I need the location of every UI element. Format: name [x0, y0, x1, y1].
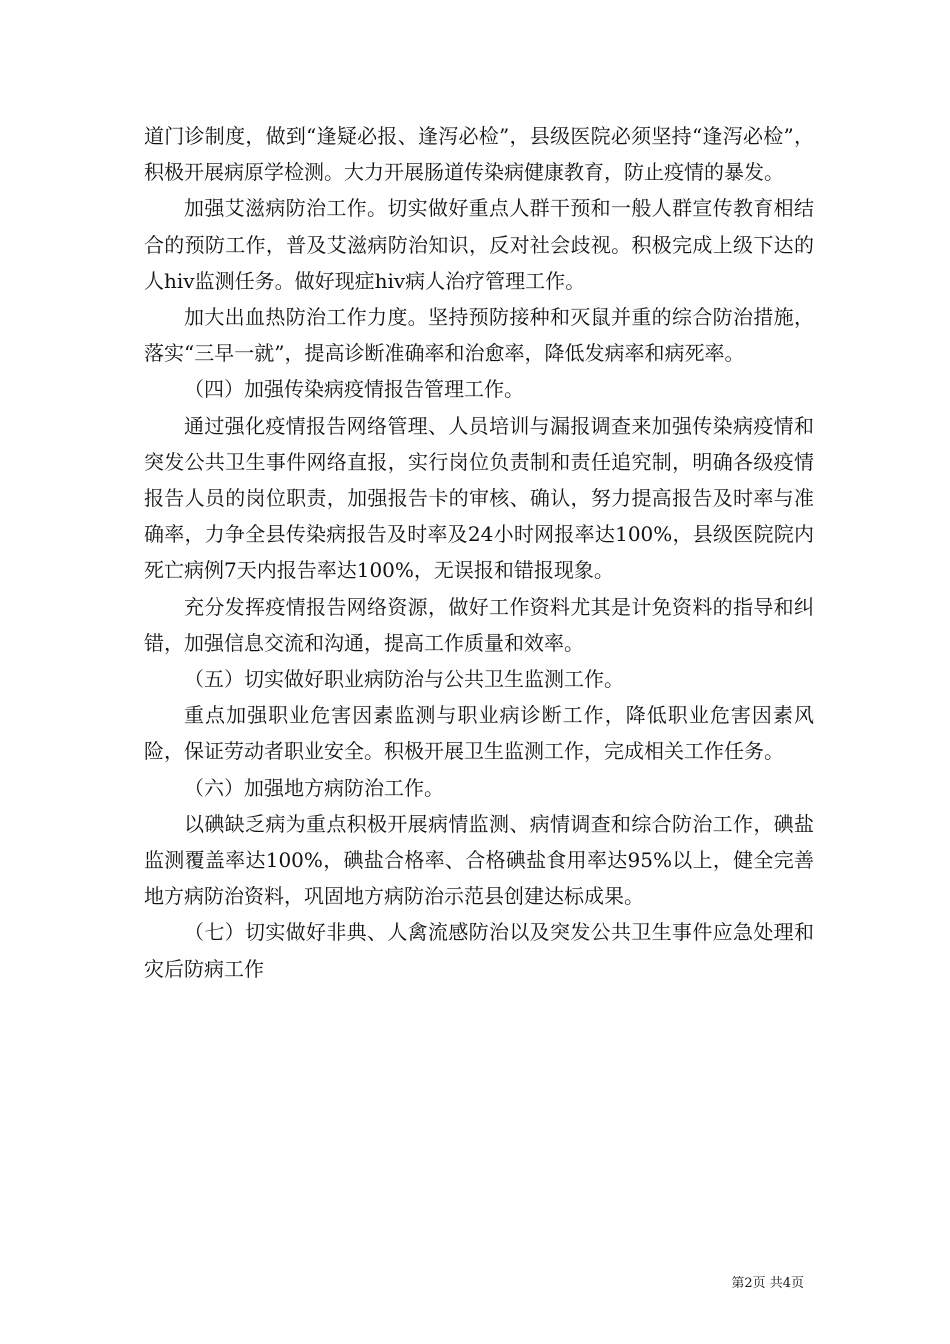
- paragraph-10: 以碘缺乏病为重点积极开展病情监测、病情调查和综合防治工作，碘盐监测覆盖率达100%，碘盐合格率、合格碘盐食用率达95%以上，健全完善地方病防治资料，巩固地方病防治示范县创建达标成果。: [144, 811, 814, 909]
- paragraph-5: 通过强化疫情报告网络管理、人员培训与漏报调查来加强传染病疫情和突发公共卫生事件网络直报，实行岗位负责制和责任追究制，明确各级疫情报告人员的岗位职责，加强报告卡的审核、确认，努力提高报告及时率与准确率，力争全县传染病报告及时率及24小时网报率达100%，县级医院院内死亡病例7天内报告率达100%，无误报和错报现象。: [144, 413, 814, 583]
- section-heading-7: （七）切实做好非典、人禽流感防治以及突发公共卫生事件应急处理和灾后防病工作: [144, 920, 814, 981]
- paragraph-3: 加大出血热防治工作力度。坚持预防接种和灭鼠并重的综合防治措施，落实“三早一就”，提高诊断准确率和治愈率，降低发病率和病死率。: [144, 305, 814, 366]
- paragraph-8: 重点加强职业危害因素监测与职业病诊断工作，降低职业危害因素风险，保证劳动者职业安全。积极开展卫生监测工作，完成相关工作任务。: [144, 703, 814, 764]
- paragraph-6: 充分发挥疫情报告网络资源，做好工作资料尤其是计免资料的指导和纠错，加强信息交流和沟通，提高工作质量和效率。: [144, 594, 814, 655]
- section-heading-6: （六）加强地方病防治工作。: [184, 775, 444, 800]
- paragraph-2: 加强艾滋病防治工作。切实做好重点人群干预和一般人群宣传教育相结合的预防工作，普及艾滋病防治知识，反对社会歧视。积极完成上级下达的人hiv监测任务。做好现症hiv病人治疗管理工作。: [144, 196, 814, 293]
- section-heading-4: （四）加强传染病疫情报告管理工作。: [184, 377, 524, 402]
- paragraph-1: 道门诊制度，做到“逢疑必报、逢泻必检”，县级医院必须坚持“逢泻必检”，积极开展病原学检测。大力开展肠道传染病健康教育，防止疫情的暴发。: [144, 124, 814, 185]
- page-number-footer: 第2页 共4页: [731, 1276, 804, 1291]
- section-heading-5: （五）切实做好职业病防治与公共卫生监测工作。: [184, 667, 624, 692]
- document-body: [144, 118, 814, 987]
